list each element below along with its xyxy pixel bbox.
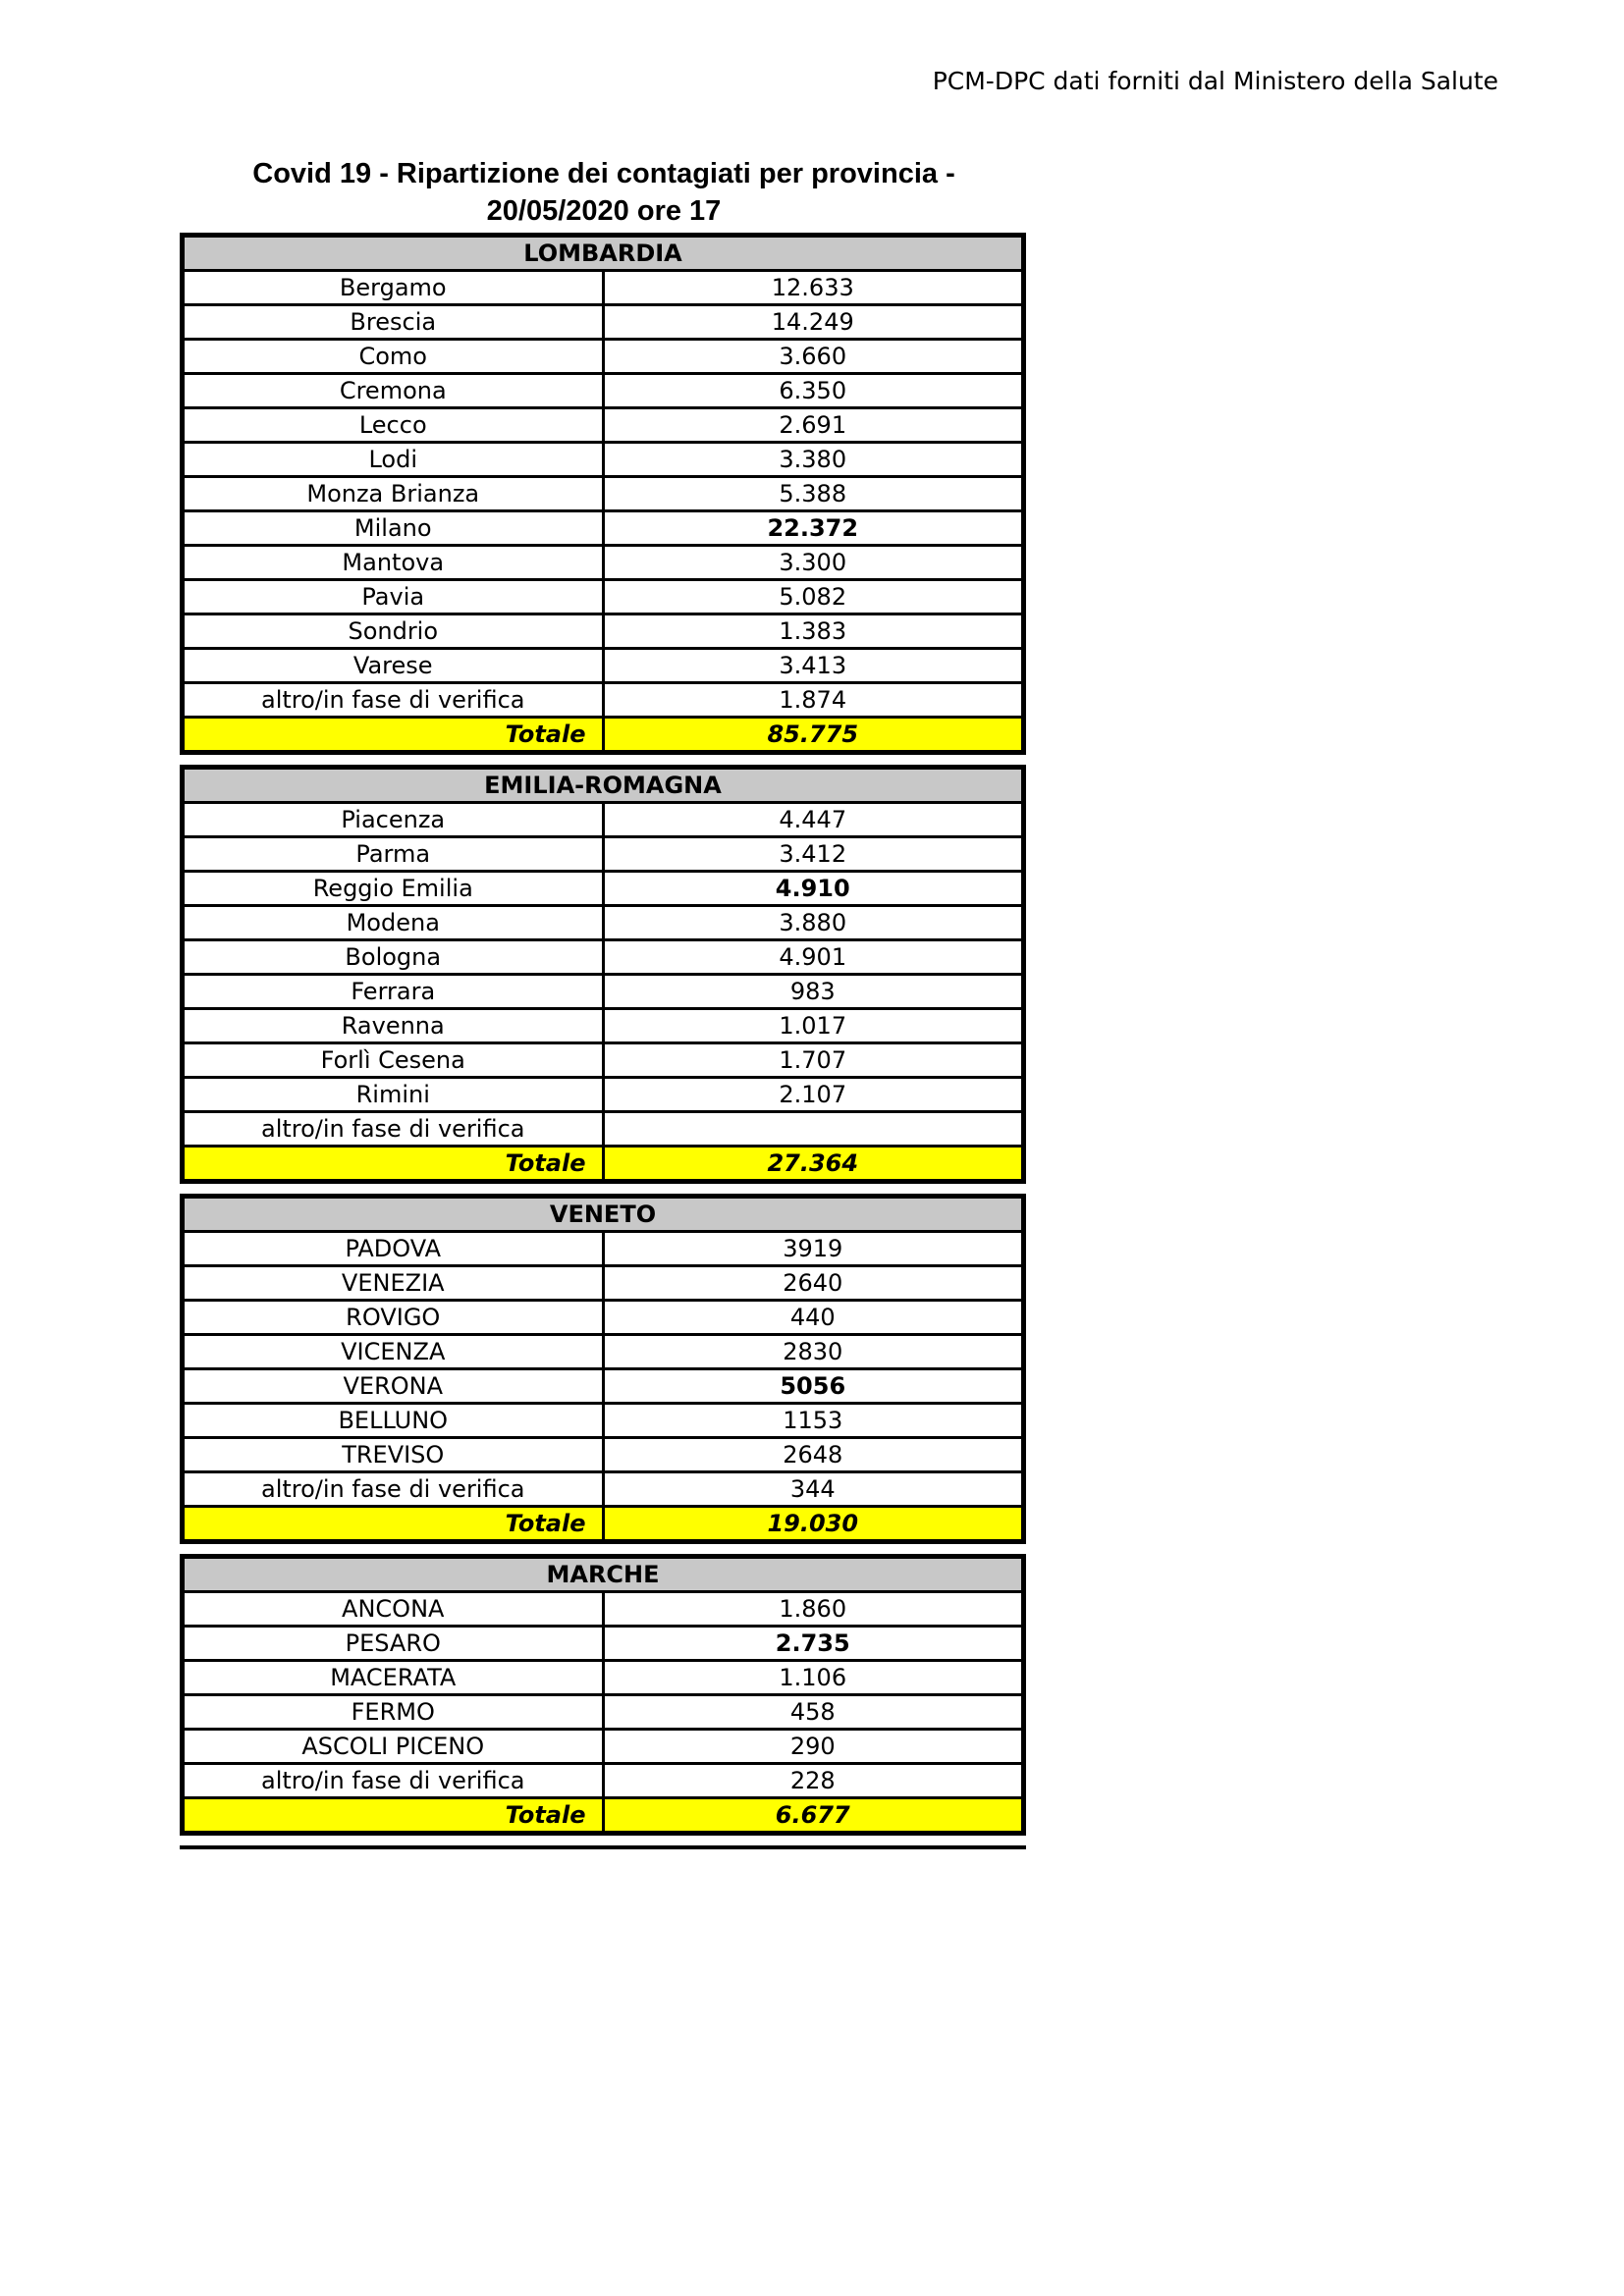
table-row [183, 1695, 1024, 1730]
table-row [183, 1627, 1024, 1661]
case-count: 2.735 [603, 1627, 1024, 1661]
province-name: Pavia [183, 580, 604, 614]
case-count: 3919 [603, 1232, 1024, 1266]
province-name: ASCOLI PICENO [183, 1730, 604, 1764]
total-row [183, 718, 1024, 753]
table-row [183, 683, 1024, 718]
province-name: Modena [183, 906, 604, 940]
case-count: 22.372 [603, 511, 1024, 546]
case-count: 3.412 [603, 837, 1024, 872]
table-row [183, 1266, 1024, 1301]
table-row [183, 872, 1024, 906]
region-table [180, 765, 1026, 1184]
case-count [603, 1112, 1024, 1147]
table-row [183, 546, 1024, 580]
table-row [183, 443, 1024, 477]
table-row [183, 1730, 1024, 1764]
case-count: 983 [603, 975, 1024, 1009]
province-name: PADOVA [183, 1232, 604, 1266]
case-count: 4.901 [603, 940, 1024, 975]
region-name: EMILIA-ROMAGNA [183, 768, 1024, 803]
province-name: TREVISO [183, 1438, 604, 1472]
total-label: Totale [183, 1147, 604, 1182]
case-count: 5056 [603, 1369, 1024, 1404]
total-value: 27.364 [603, 1147, 1024, 1182]
case-count: 3.660 [603, 340, 1024, 374]
region-header [183, 768, 1024, 803]
case-count: 3.413 [603, 649, 1024, 683]
region-name: MARCHE [183, 1557, 1024, 1592]
total-label: Totale [183, 718, 604, 753]
province-name: altro/in fase di verifica [183, 1472, 604, 1507]
table-row [183, 1438, 1024, 1472]
province-name: Bergamo [183, 271, 604, 305]
table-row [183, 1661, 1024, 1695]
table-row [183, 803, 1024, 837]
case-count: 3.880 [603, 906, 1024, 940]
case-count: 4.910 [603, 872, 1024, 906]
province-name: MACERATA [183, 1661, 604, 1695]
table-row [183, 614, 1024, 649]
table-row [183, 1232, 1024, 1266]
province-name: ANCONA [183, 1592, 604, 1627]
title-line-1: Covid 19 - Ripartizione dei contagiati per provincia - [252, 158, 955, 189]
total-value: 6.677 [603, 1798, 1024, 1834]
total-label: Totale [183, 1798, 604, 1834]
case-count: 2830 [603, 1335, 1024, 1369]
province-name: VENEZIA [183, 1266, 604, 1301]
title-line-2: 20/05/2020 ore 17 [486, 195, 722, 227]
total-value: 19.030 [603, 1507, 1024, 1542]
province-name: FERMO [183, 1695, 604, 1730]
case-count: 5.082 [603, 580, 1024, 614]
regions-container [180, 233, 1026, 1849]
case-count: 228 [603, 1764, 1024, 1798]
table-row [183, 649, 1024, 683]
case-count: 2.691 [603, 408, 1024, 443]
table-row [183, 1592, 1024, 1627]
region-name: VENETO [183, 1197, 1024, 1232]
province-name: Como [183, 340, 604, 374]
province-name: Sondrio [183, 614, 604, 649]
province-name: PESARO [183, 1627, 604, 1661]
table-row [183, 408, 1024, 443]
province-name: Bologna [183, 940, 604, 975]
table-row [183, 1112, 1024, 1147]
province-name: Varese [183, 649, 604, 683]
region-table [180, 1554, 1026, 1836]
table-row [183, 1369, 1024, 1404]
region-table [180, 233, 1026, 755]
table-row [183, 1764, 1024, 1798]
case-count: 1.383 [603, 614, 1024, 649]
table-row [183, 1078, 1024, 1112]
region-header [183, 1557, 1024, 1592]
case-count: 12.633 [603, 271, 1024, 305]
case-count: 1.017 [603, 1009, 1024, 1043]
case-count: 6.350 [603, 374, 1024, 408]
case-count: 1.106 [603, 1661, 1024, 1695]
end-rule [180, 1845, 1026, 1849]
province-name: VERONA [183, 1369, 604, 1404]
province-name: Milano [183, 511, 604, 546]
case-count: 1.707 [603, 1043, 1024, 1078]
total-label: Totale [183, 1507, 604, 1542]
case-count: 1.860 [603, 1592, 1024, 1627]
region-table [180, 1194, 1026, 1544]
case-count: 4.447 [603, 803, 1024, 837]
case-count: 3.300 [603, 546, 1024, 580]
document-title [182, 155, 1026, 230]
total-row [183, 1147, 1024, 1182]
province-name: altro/in fase di verifica [183, 1764, 604, 1798]
province-name: VICENZA [183, 1335, 604, 1369]
table-row [183, 305, 1024, 340]
province-name: Lecco [183, 408, 604, 443]
table-row [183, 1043, 1024, 1078]
case-count: 1153 [603, 1404, 1024, 1438]
case-count: 290 [603, 1730, 1024, 1764]
source-note: PCM-DPC dati forniti dal Ministero della Salute [932, 67, 1498, 95]
table-row [183, 837, 1024, 872]
province-name: Ferrara [183, 975, 604, 1009]
case-count: 3.380 [603, 443, 1024, 477]
province-name: Lodi [183, 443, 604, 477]
case-count: 2640 [603, 1266, 1024, 1301]
table-row [183, 580, 1024, 614]
region-header [183, 236, 1024, 271]
table-row [183, 271, 1024, 305]
case-count: 1.874 [603, 683, 1024, 718]
total-row [183, 1507, 1024, 1542]
table-row [183, 1404, 1024, 1438]
table-row [183, 477, 1024, 511]
case-count: 2.107 [603, 1078, 1024, 1112]
case-count: 458 [603, 1695, 1024, 1730]
province-name: altro/in fase di verifica [183, 1112, 604, 1147]
province-name: BELLUNO [183, 1404, 604, 1438]
region-name: LOMBARDIA [183, 236, 1024, 271]
province-name: Mantova [183, 546, 604, 580]
province-name: Parma [183, 837, 604, 872]
case-count: 440 [603, 1301, 1024, 1335]
table-row [183, 975, 1024, 1009]
case-count: 14.249 [603, 305, 1024, 340]
province-name: Forlì Cesena [183, 1043, 604, 1078]
table-row [183, 340, 1024, 374]
case-count: 5.388 [603, 477, 1024, 511]
table-row [183, 1472, 1024, 1507]
table-row [183, 906, 1024, 940]
province-name: Brescia [183, 305, 604, 340]
table-row [183, 511, 1024, 546]
table-row [183, 940, 1024, 975]
province-name: Reggio Emilia [183, 872, 604, 906]
province-name: Monza Brianza [183, 477, 604, 511]
table-row [183, 1301, 1024, 1335]
case-count: 2648 [603, 1438, 1024, 1472]
total-row [183, 1798, 1024, 1834]
province-name: altro/in fase di verifica [183, 683, 604, 718]
table-row [183, 1009, 1024, 1043]
total-value: 85.775 [603, 718, 1024, 753]
region-header [183, 1197, 1024, 1232]
province-name: Rimini [183, 1078, 604, 1112]
province-name: Piacenza [183, 803, 604, 837]
table-row [183, 1335, 1024, 1369]
province-name: Ravenna [183, 1009, 604, 1043]
province-name: Cremona [183, 374, 604, 408]
province-name: ROVIGO [183, 1301, 604, 1335]
case-count: 344 [603, 1472, 1024, 1507]
table-row [183, 374, 1024, 408]
